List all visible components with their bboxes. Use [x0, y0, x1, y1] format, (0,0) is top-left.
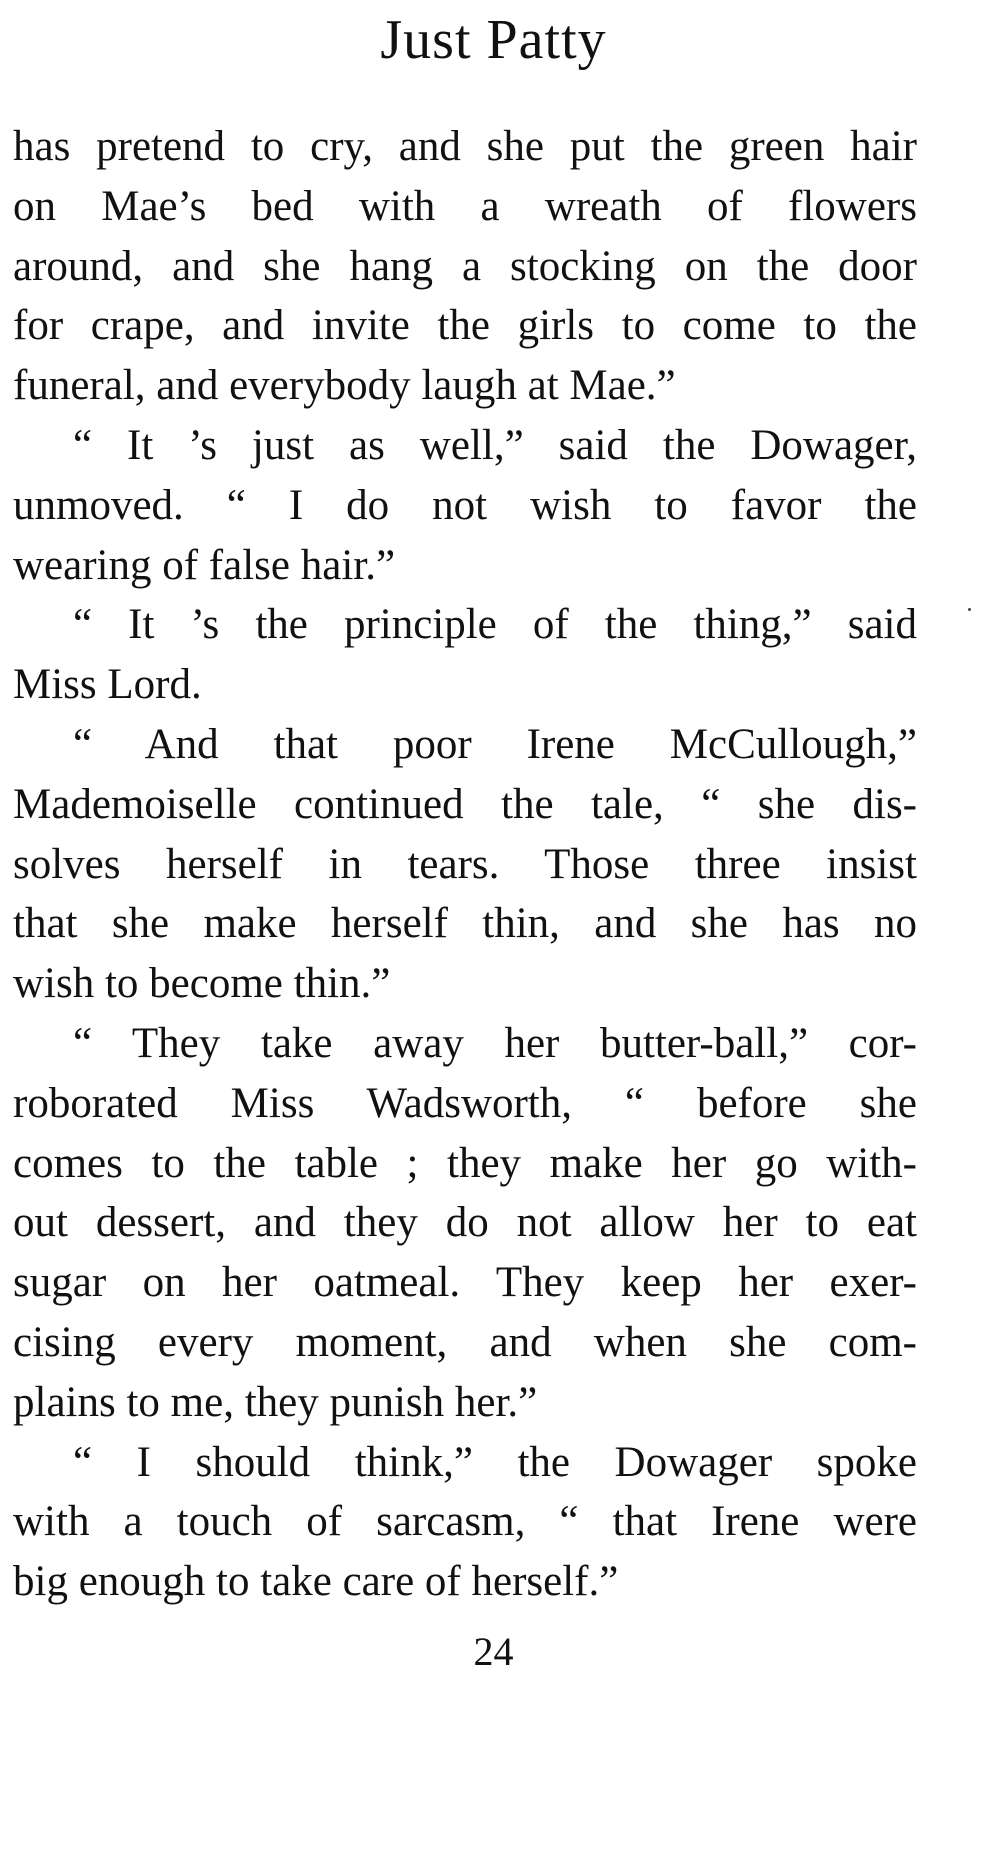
text-line: roborated Miss Wadsworth, “ before she — [13, 1079, 917, 1127]
text-line: wearing of false hair.” — [13, 541, 396, 589]
text-line: unmoved. “ I do not wish to favor the — [13, 481, 917, 529]
text-line: out dessert, and they do not allow her to eat — [13, 1199, 917, 1247]
text-line: for crape, and invite the girls to come to the — [13, 302, 917, 350]
text-line: comes to the table ; they make her go with- — [13, 1139, 917, 1187]
text-line: “ I should think,” the Dowager spoke — [73, 1438, 917, 1486]
text-line: plains to me, they punish her.” — [13, 1378, 538, 1426]
text-line: funeral, and everybody laugh at Mae.” — [13, 362, 676, 410]
text-line: solves herself in tears. Those three insist — [13, 840, 917, 888]
text-line: Miss Lord. — [13, 661, 202, 709]
body-text — [13, 117, 917, 1612]
scan-speck — [968, 608, 971, 611]
text-line: big enough to take care of herself.” — [13, 1558, 619, 1606]
text-line: with a touch of sarcasm, “ that Irene were — [13, 1498, 917, 1546]
text-line: sugar on her oatmeal. They keep her exer- — [13, 1259, 917, 1307]
text-line: has pretend to cry, and she put the green hair — [13, 123, 917, 170]
running-head: Just Patty — [380, 9, 607, 71]
text-line: wish to become thin.” — [13, 960, 391, 1008]
text-line: “ And that poor Irene McCullough,” — [73, 720, 917, 768]
text-line: cising every moment, and when she com- — [13, 1318, 917, 1366]
text-line: “ It ’s the principle of the thing,” said — [73, 601, 917, 649]
text-line: “ It ’s just as well,” said the Dowager, — [73, 421, 917, 469]
text-line: on Mae’s bed with a wreath of flowers — [13, 182, 917, 230]
text-line: around, and she hang a stocking on the door — [13, 242, 917, 290]
text-line: “ They take away her butter-ball,” cor- — [73, 1019, 917, 1067]
text-line: Mademoiselle continued the tale, “ she dis- — [13, 780, 917, 828]
text-line: that she make herself thin, and she has no — [13, 900, 917, 948]
page-number: 24 — [473, 1629, 514, 1674]
